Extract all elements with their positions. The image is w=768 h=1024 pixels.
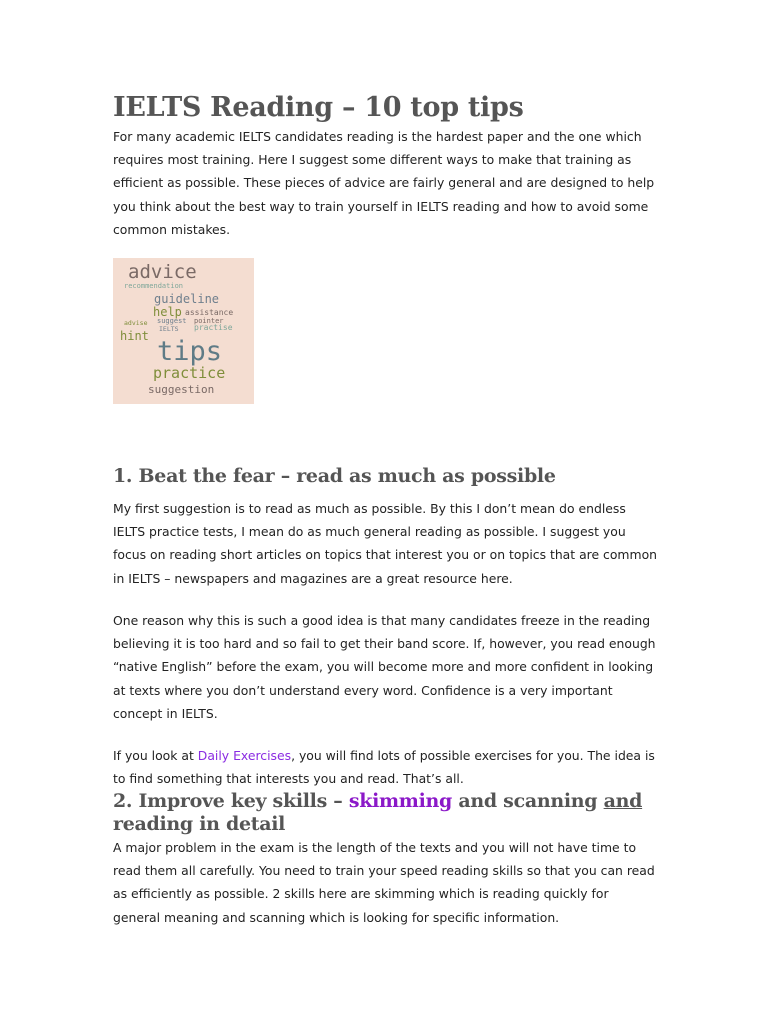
cloud-word: guideline	[154, 292, 220, 306]
section2-heading	[113, 790, 642, 836]
cloud-word: practice	[153, 364, 226, 382]
p3-text-before: If you look at	[113, 748, 198, 763]
cloud-word: tips	[157, 336, 223, 367]
section2-heading-part1: 2. Improve key skills –	[113, 790, 349, 812]
cloud-word: help	[153, 305, 182, 319]
section1-heading: 1. Beat the fear – read as much as possible	[113, 465, 556, 487]
p3-text-after: , you will find lots of possible exercises for you. The idea is to find something that interests you and read. That’s all.	[113, 748, 655, 787]
section2-heading-part3: reading in detail	[113, 813, 286, 835]
page-title: IELTS Reading – 10 top tips	[113, 92, 524, 123]
cloud-word: recommendation	[124, 282, 184, 290]
section1-paragraph-3	[113, 744, 658, 790]
cloud-word: suggest	[157, 317, 187, 325]
skimming-link[interactable]: skimming	[348, 790, 453, 812]
cloud-word: pointer	[194, 317, 224, 325]
cloud-word: IELTS	[159, 325, 179, 333]
section1-paragraph-1: My first suggestion is to read as much as possible. By this I don’t mean do endless IELTS practice tests, I mean do as much general reading as possible. I suggest you focus on reading short articles on topics that interest you or on topics that are common in IELTS – newspapers and magazines are a great resource here.	[113, 501, 658, 586]
cloud-word: practise	[194, 323, 233, 332]
cloud-word: hint	[120, 329, 149, 343]
cloud-word: assistance	[185, 308, 234, 317]
cloud-word: advice	[128, 261, 197, 283]
section2-paragraph-1: A major problem in the exam is the length of the texts and you will not have time to read them all carefully. You need to train your speed reading skills so that you can read as efficiently as possible. 2 skills here are skimming which is reading quickly for general meaning and scanning which is looking for specific information.	[113, 840, 655, 925]
intro-paragraph: For many academic IELTS candidates reading is the hardest paper and the one which requires most training. Here I suggest some different ways to make that training as efficient as possible. These pieces of advice are fairly general and are designed to help you think about the best way to train yourself in IELTS reading and how to avoid some common mistakes.	[113, 129, 655, 237]
cloud-word: suggestion	[148, 383, 215, 396]
section2-heading-part2: and scanning	[452, 790, 604, 812]
cloud-word: advise	[124, 319, 148, 327]
section2-heading-underlined: and	[603, 790, 643, 812]
daily-exercises-link[interactable]: Daily Exercises	[197, 748, 292, 763]
word-cloud-image	[113, 258, 254, 404]
section1-paragraph-2: One reason why this is such a good idea is that many candidates freeze in the reading believing it is too hard and so fail to get their band score. If, however, you read enough “native English” before the exam, you will become more and more confident in looking at texts where you don’t understand every word. Confidence is a very important concept in IELTS.	[113, 613, 656, 721]
